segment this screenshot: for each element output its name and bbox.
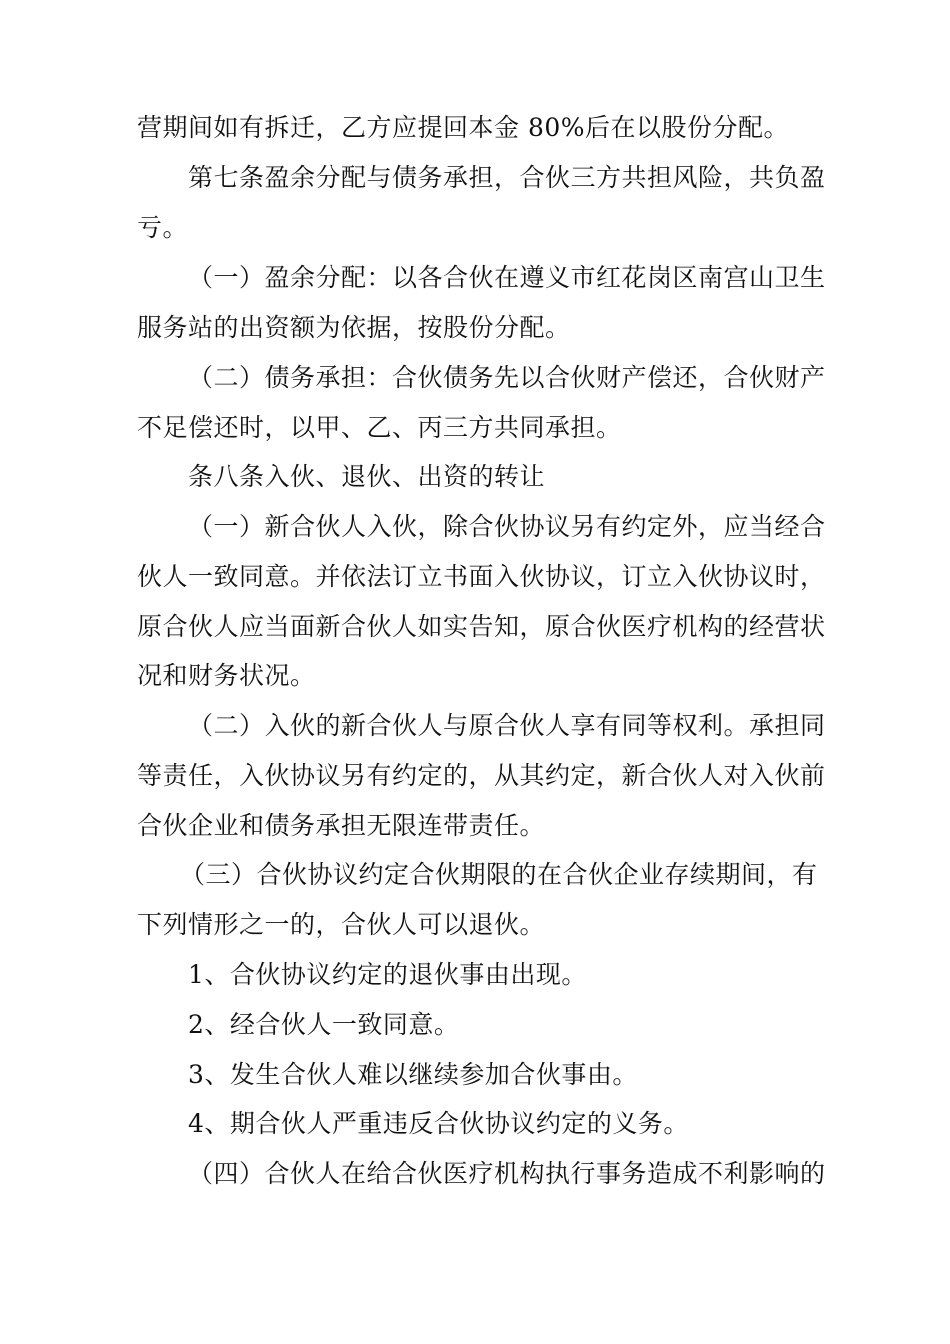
list-item: 3、发生合伙人难以继续参加合伙事由。 bbox=[188, 1060, 638, 1089]
text-line: （二）入伙的新合伙人与原合伙人享有同等权利。承担同 bbox=[188, 711, 826, 740]
list-item: 1、合伙协议约定的退伙事由出现。 bbox=[188, 960, 587, 989]
text-line: （二）债务承担：合伙债务先以合伙财产偿还，合伙财产 bbox=[188, 363, 826, 392]
text-line: （一）盈余分配：以各合伙在遵义市红花岗区南宫山卫生 bbox=[188, 263, 826, 292]
text-line: 亏。 bbox=[137, 213, 189, 242]
text-line: 营期间如有拆迁，乙方应提回本金 80%后在以股份分配。 bbox=[137, 113, 790, 142]
text-line: （一）新合伙人入伙，除合伙协议另有约定外，应当经合 bbox=[188, 512, 826, 541]
list-item: 2、经合伙人一致同意。 bbox=[188, 1010, 460, 1039]
text-line: 原合伙人应当面新合伙人如实告知，原合伙医疗机构的经营状 bbox=[137, 612, 826, 641]
text-line: 况和财务状况。 bbox=[137, 661, 316, 690]
text-line: 合伙企业和债务承担无限连带责任。 bbox=[137, 811, 546, 840]
text-line: （三）合伙协议约定合伙期限的在合伙企业存续期间，有 bbox=[180, 860, 818, 889]
text-line: 服务站的出资额为依据，按股份分配。 bbox=[137, 313, 571, 342]
section-heading: 条八条入伙、退伙、出资的转让 bbox=[188, 462, 546, 491]
text-line: 第七条盈余分配与债务承担，合伙三方共担风险，共负盈 bbox=[188, 163, 826, 192]
text-line: （四）合伙人在给合伙医疗机构执行事务造成不利影响的 bbox=[188, 1159, 826, 1188]
text-line: 不足偿还时，以甲、乙、丙三方共同承担。 bbox=[137, 413, 622, 442]
list-item: 4、期合伙人严重违反合伙协议约定的义务。 bbox=[188, 1109, 689, 1138]
text-line: 伙人一致同意。并依法订立书面入伙协议，订立入伙协议时， bbox=[137, 562, 826, 591]
text-line: 等责任，入伙协议另有约定的，从其约定，新合伙人对入伙前 bbox=[137, 761, 826, 790]
text-line: 下列情形之一的，合伙人可以退伙。 bbox=[137, 910, 546, 939]
